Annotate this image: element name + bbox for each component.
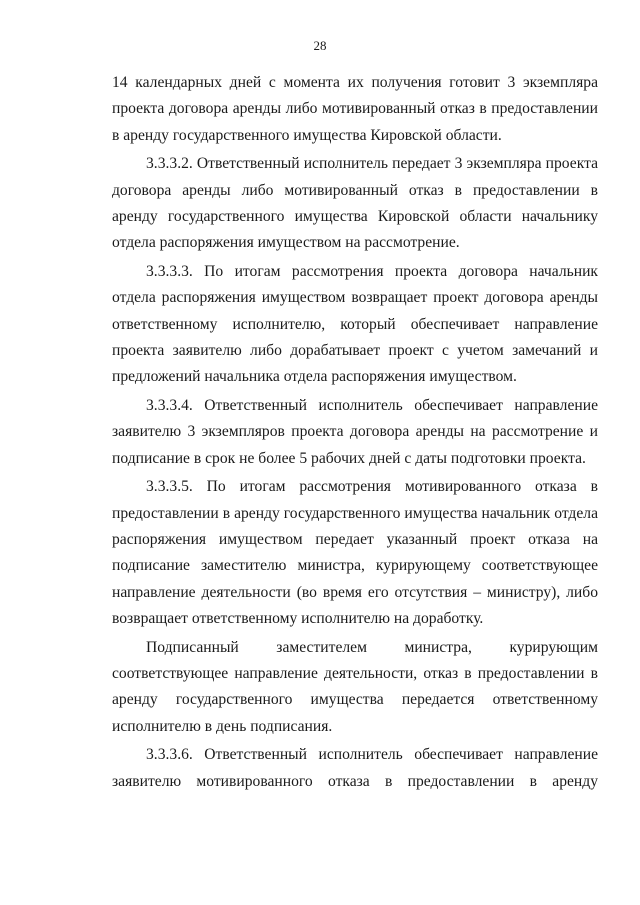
paragraph-3-3-3-3: 3.3.3.3. По итогам рассмотрения проекта договора начальник отдела распоряжения имуществом возвращает проект договора аренды ответственному исполнителю, который обеспечивает направление проекта заявителю либо дорабатывает проект с учетом замечаний и предложений начальника отдела распоряжения имуществом. xyxy=(112,262,598,386)
paragraph-signed-refusal: Подписанный заместителем министра, курирующим соответствующее направление деятельности, отказ в предоставлении в аренду государственного имущества передается ответственному исполнителю в день подписания. xyxy=(112,638,598,735)
paragraph-3-3-3-4: 3.3.3.4. Ответственный исполнитель обеспечивает направление заявителю 3 экземпляров проекта договора аренды на рассмотрение и подписание в срок не более 5 рабочих дней с даты подготовки проекта. xyxy=(112,396,598,467)
page-number: 28 xyxy=(313,38,327,53)
paragraph-continuation: 14 календарных дней с момента их получения готовит 3 экземпляра проекта договора аренды либо мотивированный отказ в предоставлении в аренду государственного имущества Кировской области. xyxy=(112,74,598,144)
paragraph-3-3-3-6: 3.3.3.6. Ответственный исполнитель обеспечивает направление заявителю мотивированного отказа в предоставлении в аренду xyxy=(112,746,598,790)
paragraph-3-3-3-2: 3.3.3.2. Ответственный исполнитель передает 3 экземпляра проекта договора аренды либо мотивированный отказ в предоставлении в аренду государственного имущества Кировской области начальнику отдела распоряжения имуществом на рассмотрение. xyxy=(112,155,598,252)
document-body xyxy=(112,70,598,795)
paragraph-3-3-3-5: 3.3.3.5. По итогам рассмотрения мотивированного отказа в предоставлении в аренду государственного имущества начальник отдела распоряжения имуществом передает указанный проект отказа на подписание заместителю министра, курирующему соответствующее направление деятельности (во время его отсутствия – министру), либо возвращает ответственному исполнителю на доработку. xyxy=(112,478,598,628)
